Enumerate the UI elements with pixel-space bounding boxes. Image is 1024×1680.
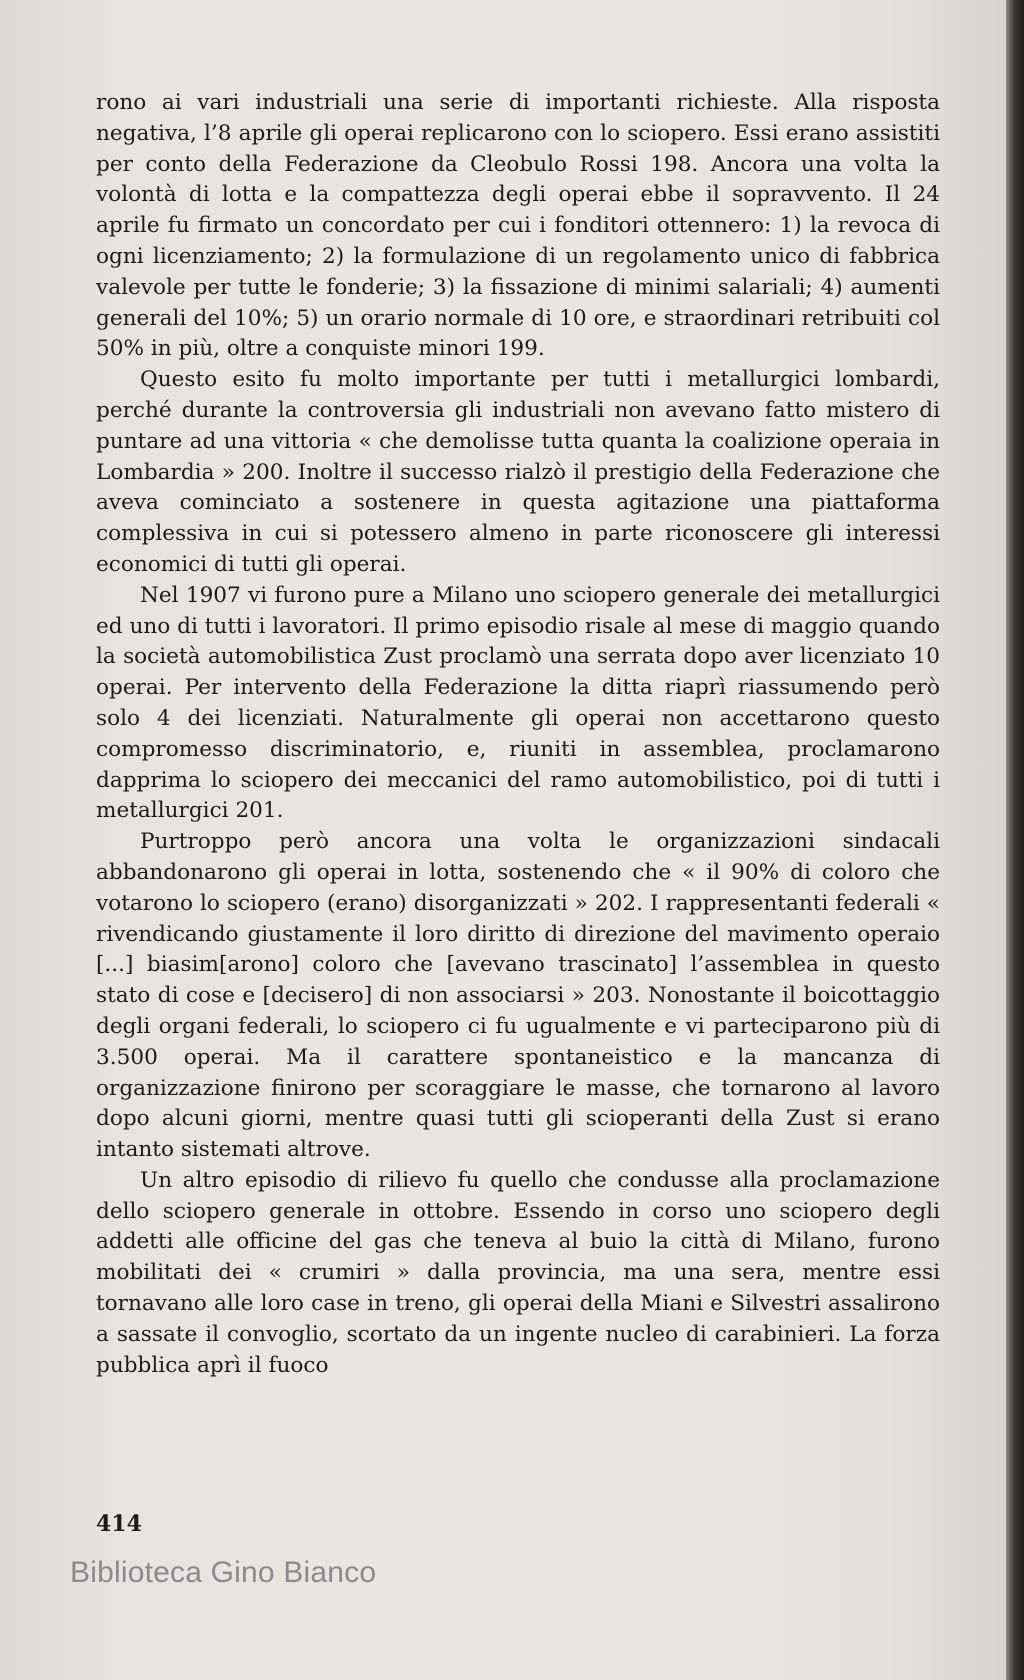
page-number: 414 xyxy=(96,1511,142,1537)
page-edge-shadow xyxy=(1006,0,1024,1680)
paragraph: Questo esito fu molto importante per tutti i metallurgici lombardi, perché durante la controversia gli industriali non avevano fatto mistero di puntare ad una vittoria « che demolisse tutta quanta la coalizione operaia in Lombardia » 200. Inoltre il successo rialzò il prestigio della Federazione che aveva cominciato a sostenere in questa agitazione una piattaforma complessiva in cui si potessero almeno in parte riconoscere gli interessi economici di tutti gli operai. xyxy=(96,367,940,577)
paragraph: Purtroppo però ancora una volta le organizzazioni sindacali abbandonarono gli operai in lotta, sostenendo che « il 90% di coloro che votarono lo sciopero (erano) disorganizzati » 202. I rappresentanti federali « rivendicando giustamente il loro diritto di direzione del mavimento operaio [...] biasim[arono] coloro che [avevano trascinato] l’assemblea in questo stato di cose e [decisero] di non associarsi » 203. Nonostante il boicottaggio degli organi federali, lo sciopero ci fu ugualmente e vi parteciparono più di 3.500 operai. Ma il carattere spontaneistico e la mancanza di organizzazione finirono per scoraggiare le masse, che tornarono al lavoro dopo alcuni giorni, mentre quasi tutti gli scioperanti della Zust si erano intanto sistemati altrove. xyxy=(96,829,940,1163)
body-text xyxy=(96,88,940,1381)
paragraph: rono ai vari industriali una serie di importanti richieste. Alla risposta negativa, l’8 aprile gli operai replicarono con lo sciopero. Essi erano assistiti per conto della Federazione da Cleobulo Rossi 198. Ancora una volta la volontà di lotta e la compattezza degli operai ebbe il sopravvento. Il 24 aprile fu firmato un concordato per cui i fonditori ottennero: 1) la revoca di ogni licenziamento; 2) la formulazione di un regolamento unico di fabbrica valevole per tutte le fonderie; 3) la fissazione di minimi salariali; 4) aumenti generali del 10%; 5) un orario normale di 10 ore, e straordinari retribuiti col 50% in più, oltre a conquiste minori 199. xyxy=(96,90,940,362)
library-watermark: Biblioteca Gino Bianco xyxy=(70,1556,377,1589)
paragraph: Un altro episodio di rilievo fu quello che condusse alla proclamazione dello sciopero generale in ottobre. Essendo in corso uno sciopero degli addetti alle officine del gas che teneva al buio la città di Milano, furono mobilitati dei « crumiri » dalla provincia, ma una sera, mentre essi tornavano alle loro case in treno, gli operai della Miani e Silvestri assalirono a sassate il convoglio, scortato da un ingente nucleo di carabinieri. La forza pubblica aprì il fuoco xyxy=(96,1167,940,1378)
paragraph: Nel 1907 vi furono pure a Milano uno sciopero generale dei metallurgici ed uno di tutti i lavoratori. Il primo episodio risale al mese di maggio quando la società automobilistica Zust proclamò una serrata dopo aver licenziato 10 operai. Per intervento della Federazione la ditta riaprì riassumendo però solo 4 dei licenziati. Naturalmente gli operai non accettarono questo compromesso discriminatorio, e, riuniti in assemblea, proclamarono dapprima lo sciopero dei meccanici del ramo automobilistico, poi di tutti i metallurgici 201. xyxy=(96,582,940,824)
